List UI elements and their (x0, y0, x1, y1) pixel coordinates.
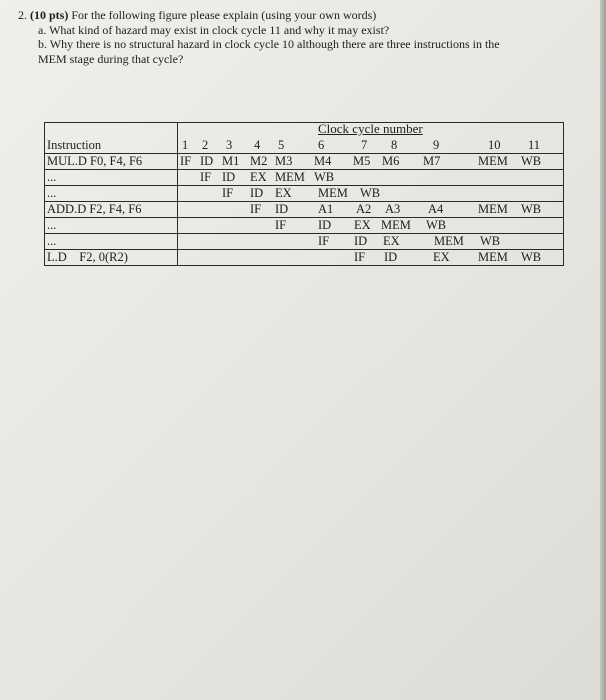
stage: MEM (381, 218, 411, 232)
pipeline-table (44, 122, 564, 266)
stage: M2 (250, 154, 268, 168)
stages-cell (178, 218, 564, 234)
question-intro: For the following figure please explain (using your own words) (71, 8, 377, 22)
table-row (45, 154, 564, 170)
instruction-cell: ... (45, 186, 178, 202)
stage: WB (521, 154, 542, 168)
stage: EX (250, 170, 267, 184)
stage: ID (318, 218, 332, 232)
stage: ID (222, 170, 236, 184)
cycle-number: 1 (182, 138, 189, 152)
table-row (45, 234, 564, 250)
stages-cell (178, 170, 564, 186)
stage: WB (426, 218, 447, 232)
stage: MEM (478, 154, 508, 168)
cycle-number: 10 (488, 138, 501, 152)
cycle-number: 5 (278, 138, 285, 152)
stage: MEM (478, 250, 508, 264)
stage: MEM (275, 170, 305, 184)
stage: IF (318, 234, 330, 248)
stage: MEM (478, 202, 508, 216)
cycle-number: 6 (318, 138, 325, 152)
table-row (45, 218, 564, 234)
stages-cell (178, 234, 564, 250)
stage: M1 (222, 154, 240, 168)
question-part-a: a. What kind of hazard may exist in clock cycle 11 and why it may exist? (38, 22, 390, 37)
cycle-number: 8 (391, 138, 398, 152)
stage: M7 (423, 154, 441, 168)
cycle-number: 7 (361, 138, 368, 152)
stage: A1 (318, 202, 334, 216)
table-row (45, 186, 564, 202)
instruction-cell: MUL.D F0, F4, F6 (45, 154, 178, 170)
question-part-b-line1: b. Why there is no structural hazard in clock cycle 10 although there are three instructions in the (38, 37, 500, 51)
question-intro-line (18, 8, 578, 23)
stage: EX (275, 186, 292, 200)
stage: WB (521, 202, 542, 216)
stages-cell (178, 202, 564, 218)
stage: IF (200, 170, 212, 184)
stages-cell (178, 186, 564, 202)
stage: IF (354, 250, 366, 264)
cycle-number: 3 (226, 138, 233, 152)
stage: EX (354, 218, 371, 232)
stages-cell (178, 154, 564, 170)
stage: ID (250, 186, 264, 200)
question-number: 2. (18, 8, 27, 22)
table-row (45, 202, 564, 218)
stage: MEM (318, 186, 348, 200)
question-part-b-line2: MEM stage during that cycle? (38, 51, 184, 66)
stage: M4 (314, 154, 332, 168)
stage: WB (480, 234, 501, 248)
stage: IF (222, 186, 234, 200)
stage: ID (354, 234, 368, 248)
table-header-row (45, 123, 564, 154)
stage: IF (180, 154, 192, 168)
table-row (45, 170, 564, 186)
question-points: (10 pts) (30, 8, 69, 22)
instruction-cell: ADD.D F2, F4, F6 (45, 202, 178, 218)
cycle-number: 9 (433, 138, 440, 152)
stage: IF (250, 202, 262, 216)
stage: WB (314, 170, 335, 184)
stage: A4 (428, 202, 444, 216)
instruction-cell: ... (45, 218, 178, 234)
stage: EX (433, 250, 450, 264)
stage: A2 (356, 202, 372, 216)
stage: M6 (382, 154, 400, 168)
stage: A3 (385, 202, 401, 216)
table-row (45, 250, 564, 266)
cycle-header-cell (178, 123, 564, 154)
page-edge-shadow (600, 0, 606, 700)
cycle-number: 2 (202, 138, 209, 152)
cycle-number: 4 (254, 138, 261, 152)
instruction-cell: L.D F2, 0(R2) (45, 250, 178, 266)
stage: MEM (434, 234, 464, 248)
cycle-number: 11 (528, 138, 541, 152)
instruction-header: Instruction (45, 123, 178, 154)
stage: WB (360, 186, 381, 200)
instruction-cell: ... (45, 170, 178, 186)
question-block (18, 8, 578, 66)
stage: WB (521, 250, 542, 264)
stages-cell (178, 250, 564, 266)
instruction-cell: ... (45, 234, 178, 250)
clock-cycle-title: Clock cycle number (318, 121, 423, 136)
stage: M5 (353, 154, 371, 168)
stage: EX (383, 234, 400, 248)
stage: ID (384, 250, 398, 264)
stage: ID (275, 202, 289, 216)
stage: ID (200, 154, 214, 168)
stage: M3 (275, 154, 293, 168)
stage: IF (275, 218, 287, 232)
